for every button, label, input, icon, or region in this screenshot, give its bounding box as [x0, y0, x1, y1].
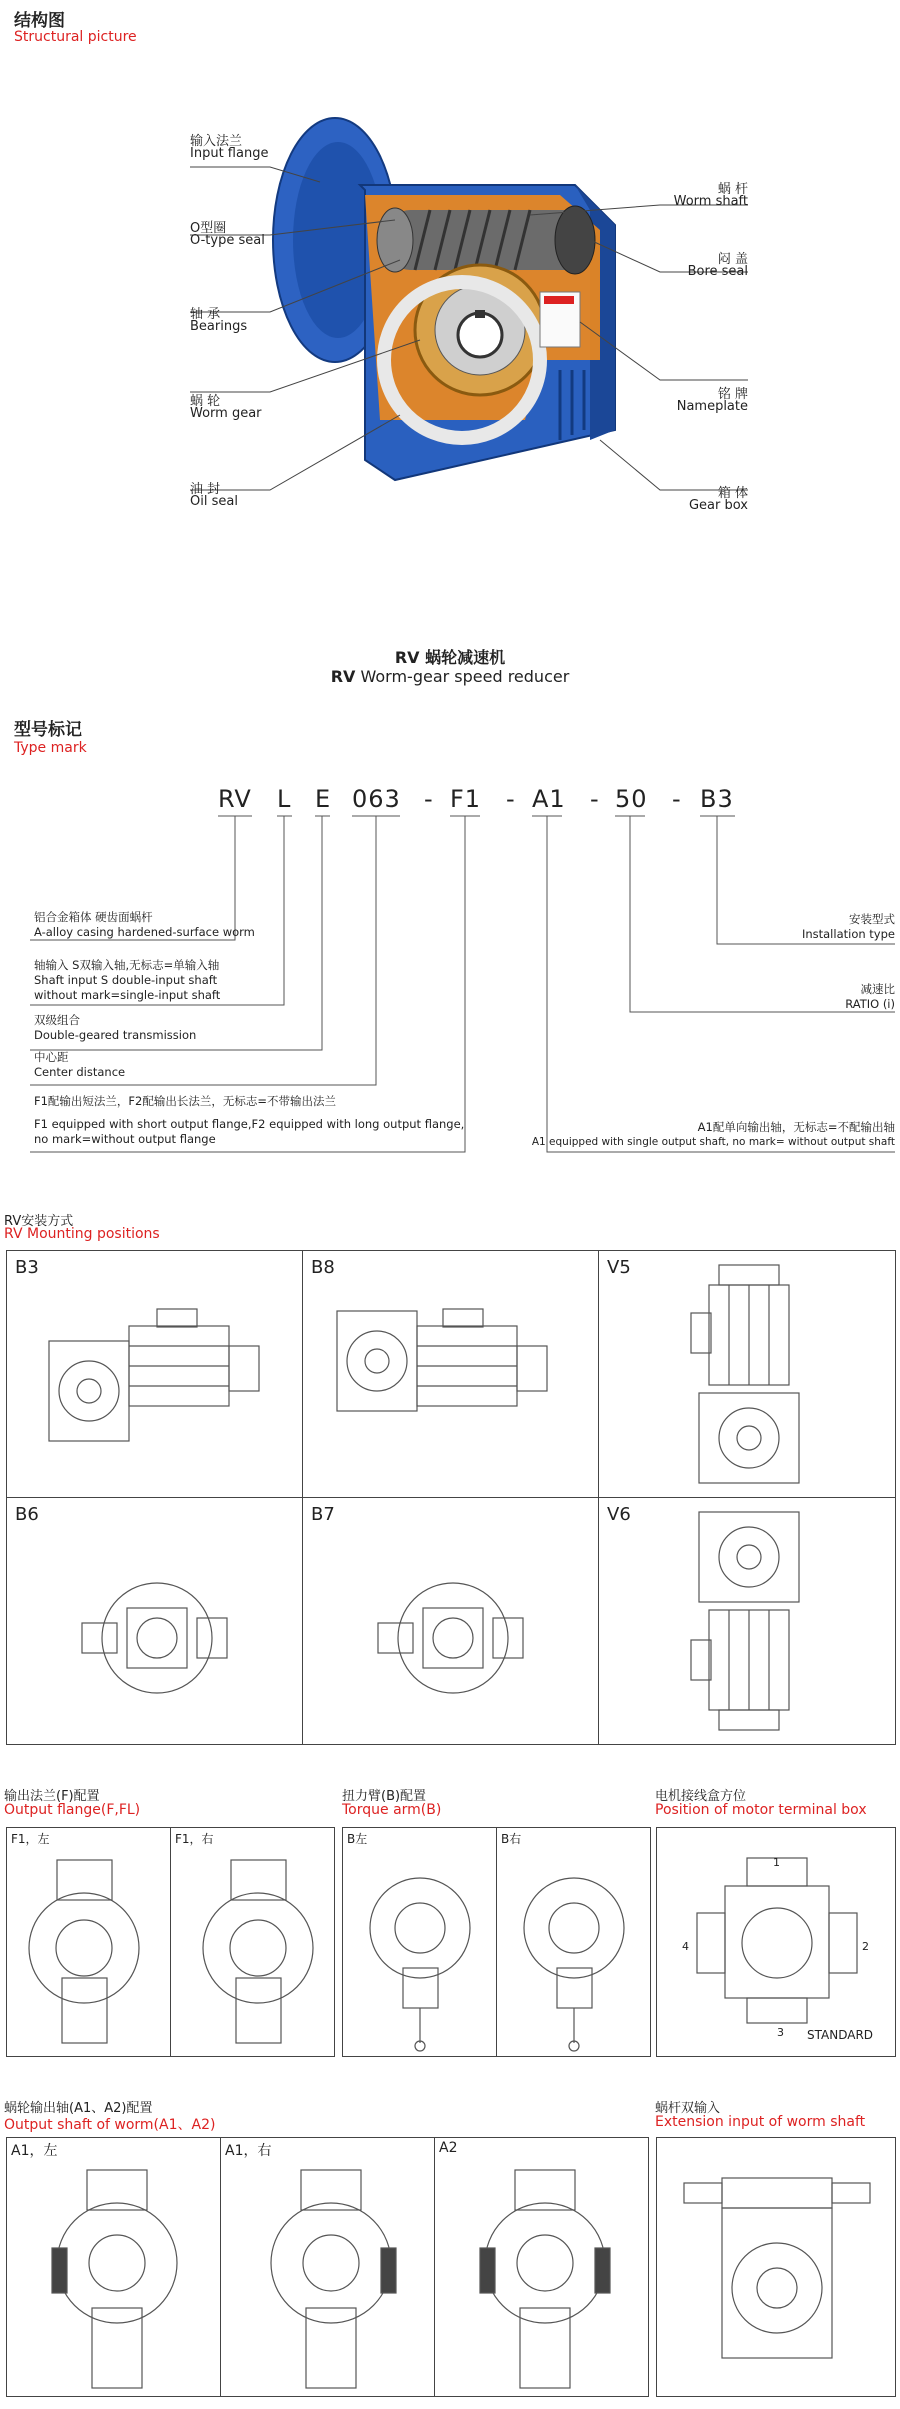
shaft-label-a1-left: A1，左: [11, 2143, 58, 2159]
terminal-standard: STANDARD: [807, 2028, 874, 2042]
label-worm-gear-cn: 蜗 轮: [190, 394, 221, 409]
mount-cell-b7: [302, 1497, 599, 1745]
torque-cell-left: [342, 1827, 497, 2057]
mounting-title-cn: RV安装方式: [4, 1214, 74, 1229]
reducer-title-en-row: [0, 667, 900, 686]
mount-drawing-b7: [373, 1578, 533, 1698]
mount-drawing-b3: [47, 1301, 267, 1451]
desc-shaft-input-cn: 轴输入 S双输入轴,无标志=单输入轴: [34, 958, 220, 972]
desc-double-geared-en: Double-geared transmission: [34, 1028, 197, 1042]
mount-drawing-v5: [689, 1263, 809, 1493]
shaft-cell-a1-left: [6, 2137, 221, 2397]
code-part-a1: A1: [532, 785, 566, 813]
shaft-drawing-a1-left: [42, 2168, 192, 2393]
extension-title-cn: 蜗杆双输入: [655, 2101, 721, 2116]
mount-cell-b3: [6, 1250, 303, 1498]
structural-title-cn: 结构图: [14, 11, 65, 31]
structural-title-en: Structural picture: [14, 29, 137, 45]
mount-cell-v6: [598, 1497, 896, 1745]
desc-alloy-casing-en: A-alloy casing hardened-surface worm: [34, 925, 255, 939]
code-part-f1: F1: [450, 785, 482, 813]
desc-shaft-input: [34, 958, 220, 1003]
mount-label-b3: B3: [15, 1257, 39, 1278]
torque-drawing-right: [512, 1858, 637, 2053]
typemark-title-cn: 型号标记: [14, 720, 82, 740]
code-dash-1: -: [424, 785, 434, 813]
typemark-title-en: Type mark: [14, 740, 87, 756]
code-part-e: E: [315, 785, 332, 813]
flange-title-cn: 输出法兰(F)配置: [4, 1789, 100, 1804]
mount-drawing-b6: [77, 1578, 237, 1698]
desc-installation-type-en: Installation type: [801, 927, 895, 941]
shaft-title-en: Output shaft of worm(A1、A2): [4, 2117, 216, 2133]
label-bearings-en: Bearings: [190, 319, 248, 334]
extension-cell: [656, 2137, 896, 2397]
mount-cell-b6: [6, 1497, 303, 1745]
desc-ratio: [560, 982, 895, 1012]
extension-drawing: [682, 2168, 872, 2383]
desc-ratio-cn: 减速比: [860, 982, 895, 996]
mount-drawing-b8: [333, 1301, 563, 1451]
shaft-title-cn: 蜗轮输出轴(A1、A2)配置: [4, 2101, 153, 2116]
mount-drawing-v6: [689, 1510, 809, 1740]
shaft-drawing-a1-right: [256, 2168, 406, 2393]
label-oil-seal-cn: 油 封: [190, 482, 221, 497]
label-oil-seal-en: Oil seal: [190, 494, 238, 509]
desc-center-distance-en: Center distance: [34, 1065, 126, 1079]
mount-label-v5: V5: [607, 1257, 631, 1278]
desc-alloy-casing-cn: 铝合金箱体 硬齿面蜗杆: [34, 910, 153, 924]
desc-center-distance-cn: 中心距: [34, 1050, 69, 1064]
shaft-cell-a2: [434, 2137, 649, 2397]
mount-label-b6: B6: [15, 1504, 39, 1525]
code-part-50: 50: [615, 785, 648, 813]
code-part-063: 063: [352, 785, 401, 813]
code-dash-4: -: [672, 785, 682, 813]
label-worm-shaft-en: Worm shaft: [673, 194, 748, 209]
shaft-cell-a1-right: [220, 2137, 435, 2397]
label-worm-shaft-cn: 蜗 杆: [717, 182, 748, 197]
terminal-drawing: [692, 1853, 862, 2028]
desc-output-shaft: [480, 1120, 895, 1150]
mount-label-b8: B8: [311, 1257, 335, 1278]
desc-shaft-input-en2: without mark=single-input shaft: [34, 988, 221, 1002]
flange-label-left: F1，左: [11, 1832, 50, 1846]
flange-cell-right: [170, 1827, 335, 2057]
shaft-label-a2: A2: [439, 2140, 458, 2156]
label-nameplate-cn: 铭 牌: [717, 387, 748, 402]
desc-double-geared: [34, 1013, 196, 1043]
mount-label-v6: V6: [607, 1504, 631, 1525]
label-worm-gear-en: Worm gear: [190, 406, 262, 421]
mount-cell-v5: [598, 1250, 896, 1498]
label-bore-seal-en: Bore seal: [687, 264, 748, 279]
desc-installation-type-cn: 安装型式: [849, 912, 895, 926]
desc-output-flange-en1: F1 equipped with short output flange,F2 equipped with long output flange,: [34, 1117, 465, 1131]
terminal-cell: [656, 1827, 896, 2057]
mounting-title-en: RV Mounting positions: [4, 1226, 160, 1242]
torque-label-right: B右: [501, 1832, 522, 1846]
flange-title-en: Output flange(F,FL): [4, 1802, 141, 1818]
reducer-title-en-prefix: RV: [330, 667, 356, 686]
label-gear-box-cn: 箱 体: [717, 486, 748, 501]
shaft-drawing-a2: [470, 2168, 620, 2393]
label-o-seal-en: O-type seal: [190, 233, 265, 248]
label-input-flange-en: Input flange: [190, 146, 269, 161]
desc-installation-type: [560, 912, 895, 942]
reducer-title-en: Worm-gear speed reducer: [360, 667, 570, 686]
label-input-flange-cn: 输入法兰: [190, 134, 243, 149]
desc-output-flange-cn: F1配输出短法兰，F2配输出长法兰，无标志=不带输出法兰: [34, 1094, 336, 1108]
structural-illustration: [0, 60, 900, 580]
terminal-pos-3: 3: [777, 2026, 784, 2039]
label-nameplate-en: Nameplate: [676, 399, 748, 414]
desc-ratio-en: RATIO (i): [845, 997, 895, 1011]
terminal-pos-4: 4: [682, 1940, 689, 1953]
terminal-pos-1: 1: [773, 1856, 780, 1869]
torque-title-cn: 扭力臂(B)配置: [342, 1789, 427, 1804]
flange-label-right: F1，右: [175, 1832, 214, 1846]
code-dash-2: -: [506, 785, 516, 813]
desc-output-flange: [34, 1094, 464, 1147]
code-part-b3: B3: [700, 785, 734, 813]
label-bore-seal-cn: 闷 盖: [717, 252, 748, 267]
desc-shaft-input-en1: Shaft input S double-input shaft: [34, 973, 218, 987]
torque-title-en: Torque arm(B): [342, 1802, 442, 1818]
desc-output-shaft-cn: A1配单向输出轴，无标志=不配输出轴: [697, 1120, 895, 1134]
desc-output-shaft-en: A1 equipped with single output shaft, no mark= without output shaft: [531, 1136, 895, 1148]
extension-title-en: Extension input of worm shaft: [655, 2114, 866, 2130]
code-dash-3: -: [590, 785, 600, 813]
desc-center-distance: [34, 1050, 125, 1080]
desc-double-geared-cn: 双级组合: [34, 1013, 80, 1027]
code-part-rv: RV: [218, 785, 252, 813]
torque-label-left: B左: [347, 1832, 368, 1846]
label-gear-box-en: Gear box: [688, 498, 748, 513]
terminal-pos-2: 2: [862, 1940, 869, 1953]
terminal-title-cn: 电机接线盒方位: [655, 1789, 747, 1804]
torque-drawing-left: [358, 1858, 483, 2053]
code-part-l: L: [277, 785, 292, 813]
flange-cell-left: [6, 1827, 171, 2057]
flange-drawing-right: [186, 1858, 321, 2048]
label-bearings-cn: 轴 承: [190, 307, 221, 322]
label-o-seal-cn: O型圈: [190, 221, 227, 236]
mount-cell-b8: [302, 1250, 599, 1498]
shaft-label-a1-right: A1，右: [225, 2143, 272, 2159]
desc-output-flange-en2: no mark=without output flange: [34, 1132, 216, 1146]
desc-alloy-casing: [34, 910, 255, 940]
flange-drawing-left: [22, 1858, 157, 2048]
torque-cell-right: [496, 1827, 651, 2057]
reducer-title-cn: RV 蜗轮减速机: [394, 648, 506, 667]
mount-label-b7: B7: [311, 1504, 335, 1525]
terminal-title-en: Position of motor terminal box: [655, 1802, 867, 1818]
desc-output-flange-spacer: [34, 1109, 464, 1117]
